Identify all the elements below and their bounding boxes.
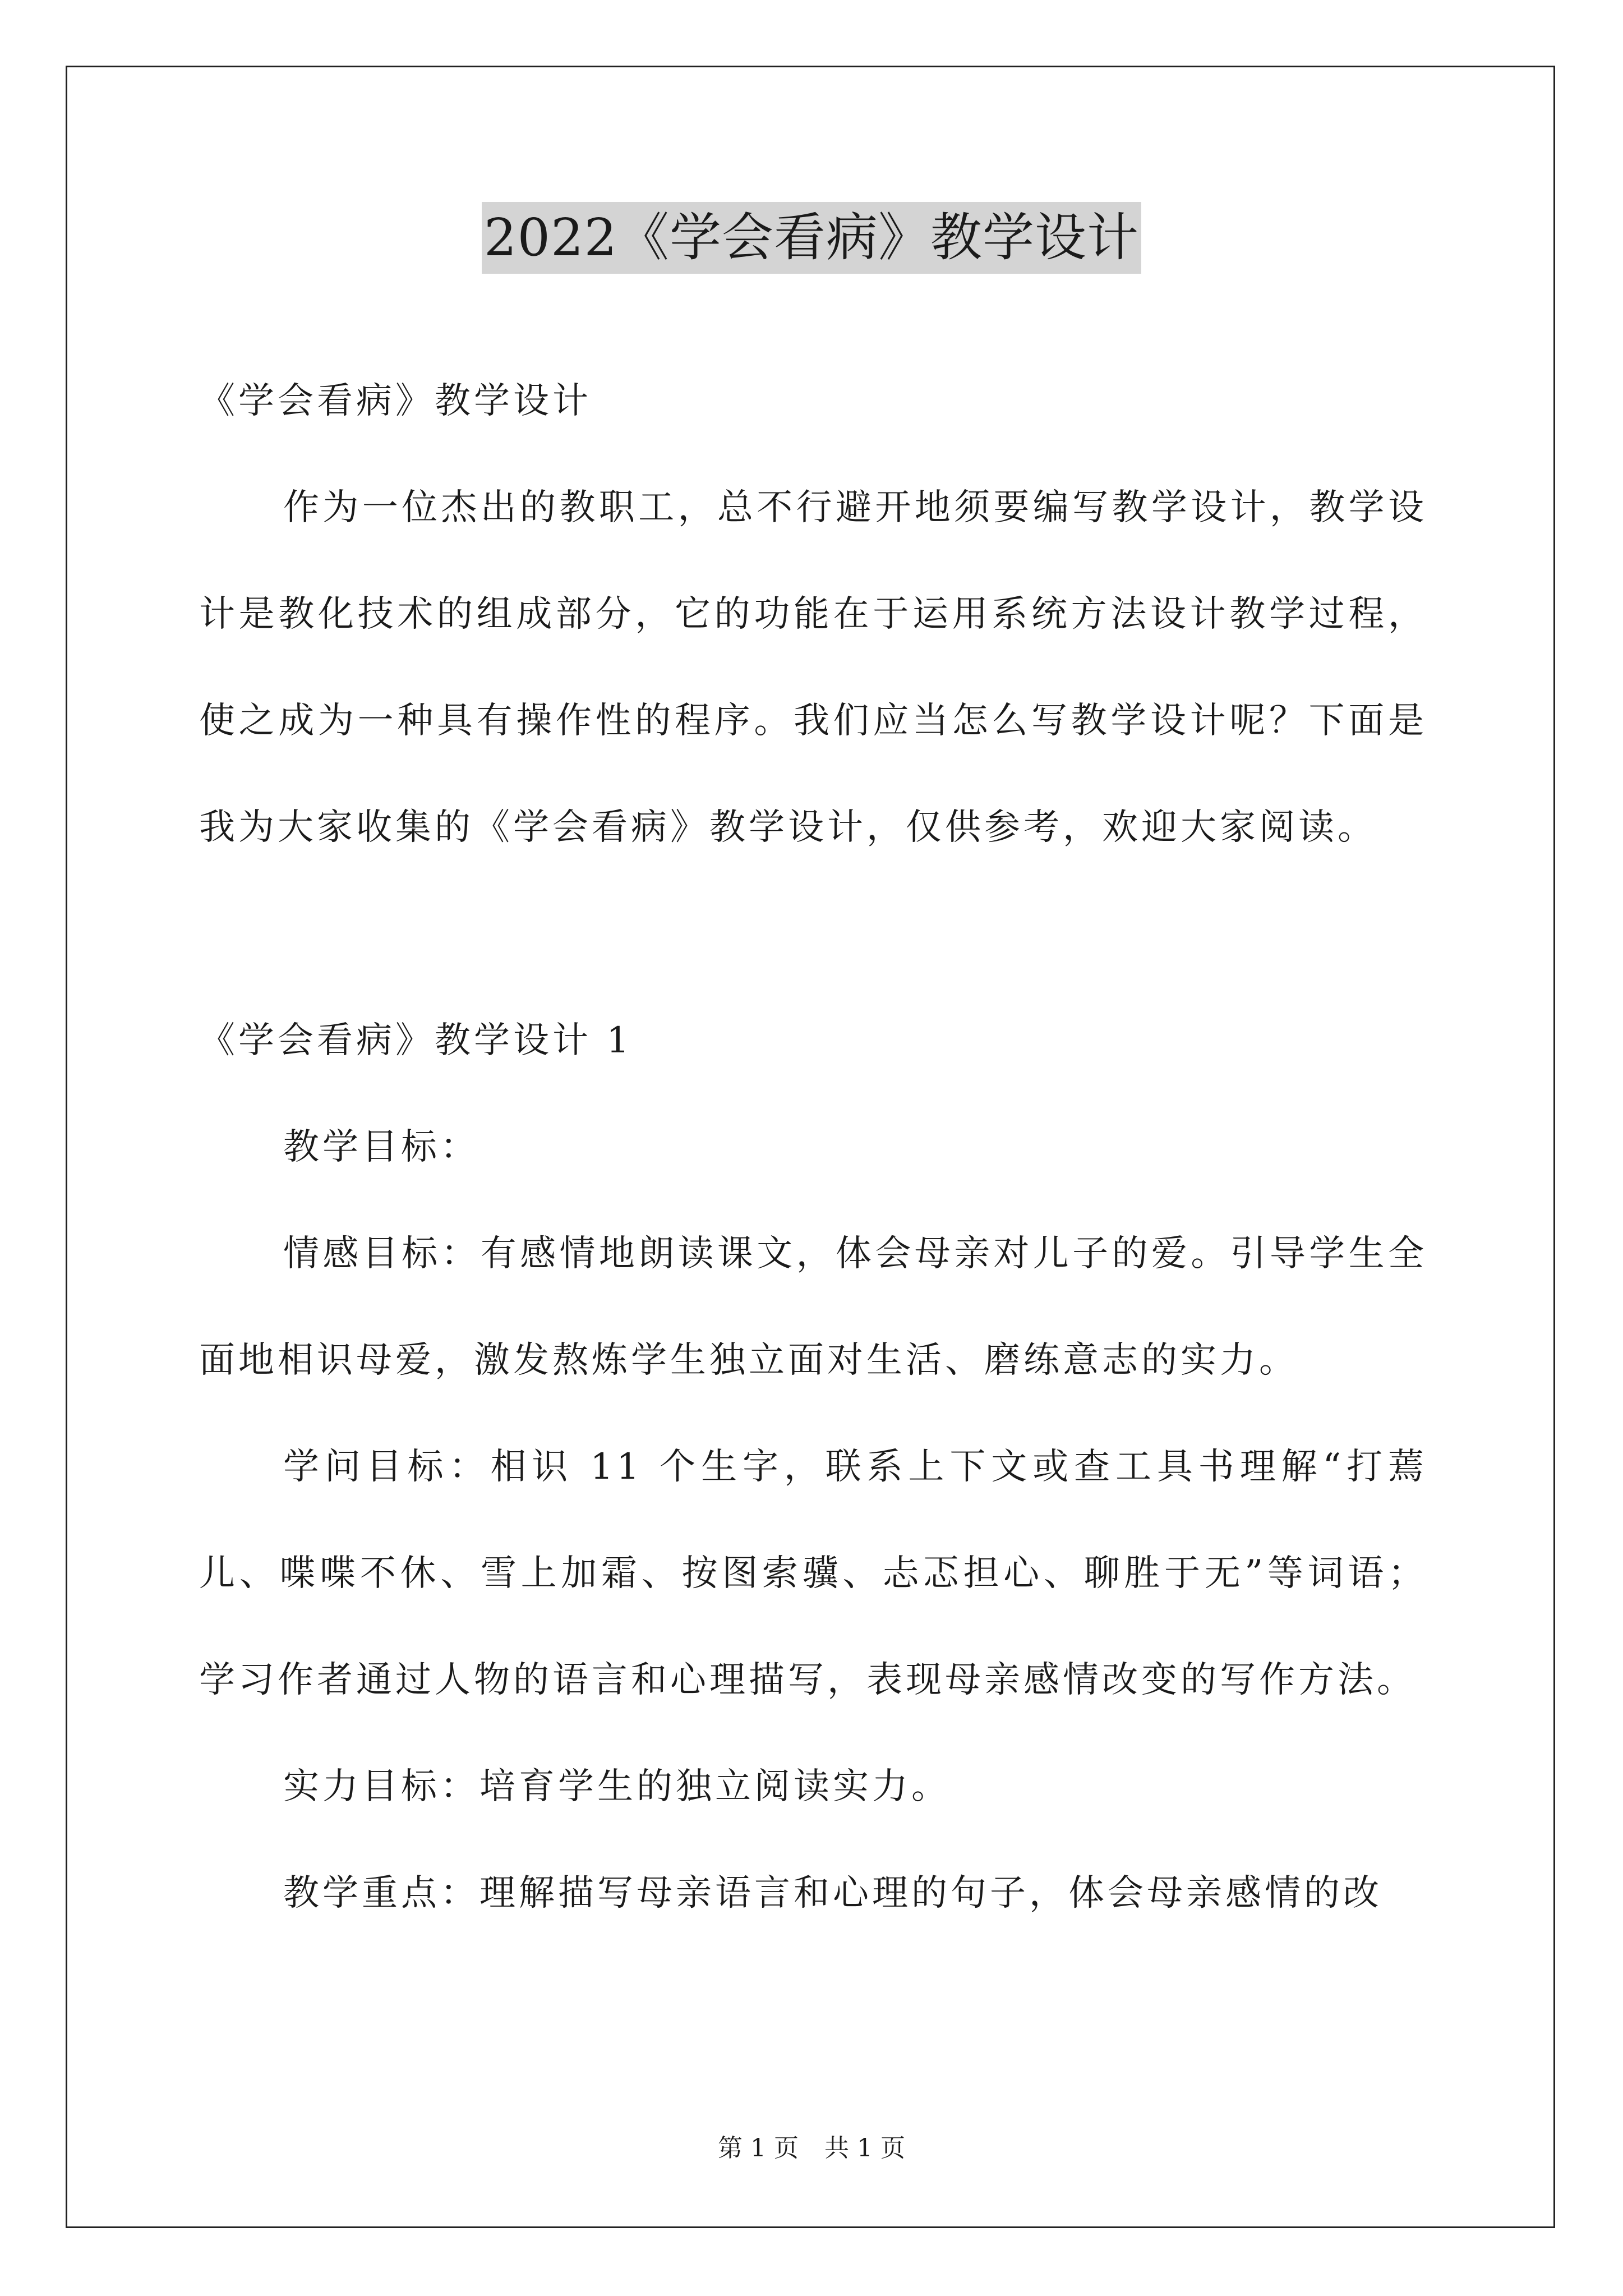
page-footer [0,2132,1623,2165]
document-title: 2022《学会看病》教学设计 [482,202,1141,274]
page-total: 共 1 页 [824,2134,905,2162]
page-number: 第 1 页 [718,2134,799,2162]
emotion-goal-paragraph: 情感目标：有感情地朗读课文，体会母亲对儿子的爱。引导学生全面地相识母爱，激发熬炼学生独立面对生活、磨练意志的实力。 [199,1233,1427,1381]
section-heading: 《学会看病》教学设计 1 [199,1020,633,1061]
spacer [199,881,1427,987]
key-point-paragraph: 教学重点：理解描写母亲语言和心理的句子，体会母亲感情的改 [283,1872,1382,1914]
document-body [199,348,1427,1947]
ability-goal-paragraph: 实力目标：培育学生的独立阅读实力。 [283,1766,951,1807]
objectives-label: 教学目标： [283,1126,479,1168]
title-container [0,202,1623,274]
subtitle: 《学会看病》教学设计 [199,380,592,422]
knowledge-goal-paragraph: 学问目标：相识 11 个生字，联系上下文或查工具书理解“打蔫儿、喋喋不休、雪上加霜、按图索骥、忐忑担心、聊胜于无”等词语；学习作者通过人物的语言和心理描写，表现母亲感情改变的写作方法。 [199,1446,1427,1701]
intro-paragraph: 作为一位杰出的教职工，总不行避开地须要编写教学设计，教学设计是教化技术的组成部分，它的功能在于运用系统方法设计教学过程，使之成为一种具有操作性的程序。我们应当怎么写教学设计呢？下面是我为大家收集的《学会看病》教学设计，仅供参考，欢迎大家阅读。 [199,487,1427,848]
